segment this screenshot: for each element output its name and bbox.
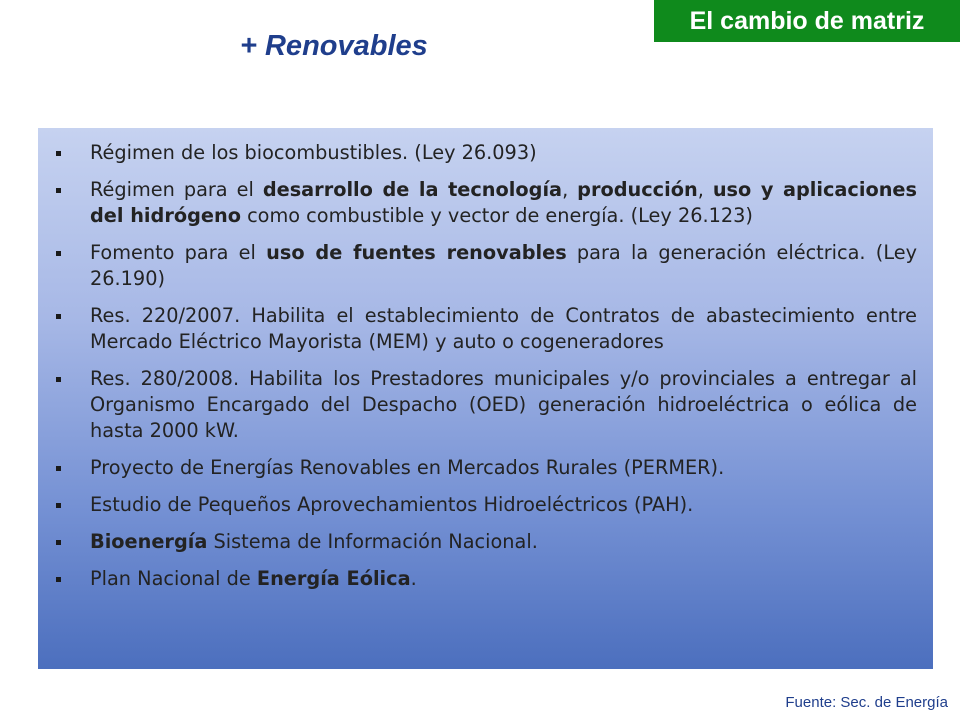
item-text: Régimen para el — [90, 178, 263, 201]
item-text: Res. 220/2007. Habilita el establecimiento de Contratos de abastecimiento entre Mercado Eléctrico Mayorista (MEM) y auto o cogeneradores — [90, 304, 917, 353]
item-emphasis: uso y aplicaciones del hidrógeno — [90, 178, 917, 227]
bullet-icon — [56, 377, 61, 382]
slide-title: + Renovables — [240, 30, 428, 62]
bullet-icon — [56, 577, 61, 582]
bullet-icon — [56, 251, 61, 256]
item-text: como combustible y vector de energía. (Ley 26.123) — [240, 204, 753, 227]
bullet-icon — [56, 540, 61, 545]
bullet-list — [54, 140, 917, 592]
item-text: , — [562, 178, 578, 201]
item-text: Plan Nacional de — [90, 567, 257, 590]
item-emphasis: Energía Eólica — [256, 567, 411, 590]
item-emphasis: uso de fuentes renovables — [266, 241, 567, 264]
bullet-icon — [56, 466, 61, 471]
list-item — [54, 177, 917, 229]
source-note: Fuente: Sec. de Energía — [785, 694, 948, 711]
list-item — [54, 140, 917, 166]
item-text: Régimen de los biocombustibles. (Ley 26.093) — [90, 141, 537, 164]
bullet-icon — [56, 151, 61, 156]
content-panel — [38, 128, 933, 669]
item-emphasis: producción — [577, 178, 698, 201]
list-item — [54, 366, 917, 444]
list-item — [54, 566, 917, 592]
item-text: , — [697, 178, 713, 201]
bullet-icon — [56, 314, 61, 319]
item-text: Estudio de Pequeños Aprovechamientos Hidroeléctricos (PAH). — [90, 493, 694, 516]
item-text: Fomento para el — [90, 241, 267, 264]
item-text: Res. 280/2008. Habilita los Prestadores municipales y/o provinciales a entregar al Organismo Encargado del Despacho (OED) generación hidroeléctrica o eólica de hasta 2000 kW. — [90, 367, 917, 442]
list-item — [54, 240, 917, 292]
section-tag: El cambio de matriz — [654, 0, 960, 42]
list-item — [54, 303, 917, 355]
item-text: . — [410, 567, 417, 590]
item-text: Sistema de Información Nacional. — [207, 530, 538, 553]
item-emphasis: Bioenergía — [90, 530, 208, 553]
item-emphasis: desarrollo de la tecnología — [262, 178, 563, 201]
list-item — [54, 492, 917, 518]
list-item — [54, 529, 917, 555]
bullet-icon — [56, 503, 61, 508]
bullet-icon — [56, 188, 61, 193]
list-item — [54, 455, 917, 481]
item-text: Proyecto de Energías Renovables en Mercados Rurales (PERMER). — [90, 456, 725, 479]
item-text: para la generación eléctrica. (Ley 26.190) — [90, 241, 917, 290]
